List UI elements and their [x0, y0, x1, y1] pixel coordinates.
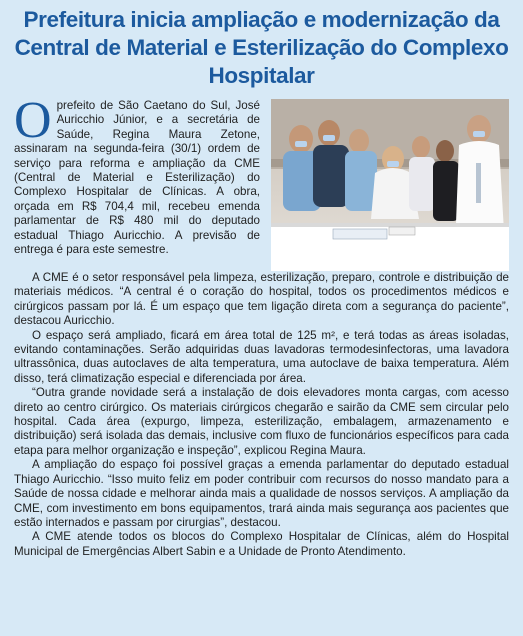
- body-paragraph: O espaço será ampliado, ficará em área total de 125 m², e terá todas as áreas isoladas, evitando contaminações. Serão adquiridas duas lavadoras termodesinfectoras, uma lavadora ultrassônica, duas autoclaves de alta temperatura, uma autoclave de baixa temperatura. Além disso, terá climatização especial e diferenciada por área.: [14, 328, 509, 385]
- article-body: [14, 271, 509, 559]
- photo-illustration: [271, 99, 509, 271]
- article-photo: [271, 99, 509, 271]
- article-headline: Prefeitura inicia ampliação e modernização da Central de Material e Esterilização do Complexo Hospitalar: [14, 7, 509, 88]
- lead-text: prefeito de São Caetano do Sul, José Auricchio Júnior, e a secretária de Saúde, Regina Maura Zetone, assinaram na segunda-feira (30/1) ordem de serviço para reforma e ampliação da CME (Central de Material e Esterilização) do Complexo Hospitalar de Clínicas. A obra, orçada em R$ 704,4 mil, recebeu emenda parlamentar de R$ 480 mil do deputado estadual Thiago Auricchio. A previsão de entrega é para este semestre.: [14, 99, 260, 257]
- lead-paragraph: [14, 92, 260, 271]
- article-top: [14, 92, 509, 271]
- body-paragraph: A ampliação do espaço foi possível graças a emenda parlamentar do deputado estadual Thiago Auricchio. “Isso muito feliz em poder contribuir com recursos do nosso mandato para a Saúde de nossa cidade e melhorar ainda mais a qualidade de nossos serviços. A ampliação da CME, com investimento em bons equipamentos, trará ainda mais segurança aos pacientes que estão internados e passam por cirurgias”, destacou.: [14, 458, 509, 529]
- drop-cap: O: [14, 92, 52, 149]
- body-paragraph: A CME atende todos os blocos do Complexo Hospitalar de Clínicas, além do Hospital Municipal de Emergências Albert Sabin e a Unidade de Pronto Atendimento.: [14, 530, 509, 558]
- body-paragraph: A CME é o setor responsável pela limpeza, esterilização, preparo, controle e distribuição de materiais médicos. “A central é o coração do hospital, todos os procedimentos médicos e cirúrgicos passam por lá. É um espaço que tem ligação direta com a segurança do paciente”, destacou Auricchio.: [14, 271, 509, 328]
- body-paragraph: “Outra grande novidade será a instalação de dois elevadores monta cargas, com acesso direto ao centro cirúrgico. Os materiais cirúrgicos chegarão e sairão da CME sem circular pelo hospital. Cada área (expurgo, limpeza, esterilização, embalagem, armazenamento e distribuição) será isolada das demais, inclusive com fluxo de funcionários específicos para cada etapa para melhor organização e inspeção”, explicou Regina Maura.: [14, 386, 509, 457]
